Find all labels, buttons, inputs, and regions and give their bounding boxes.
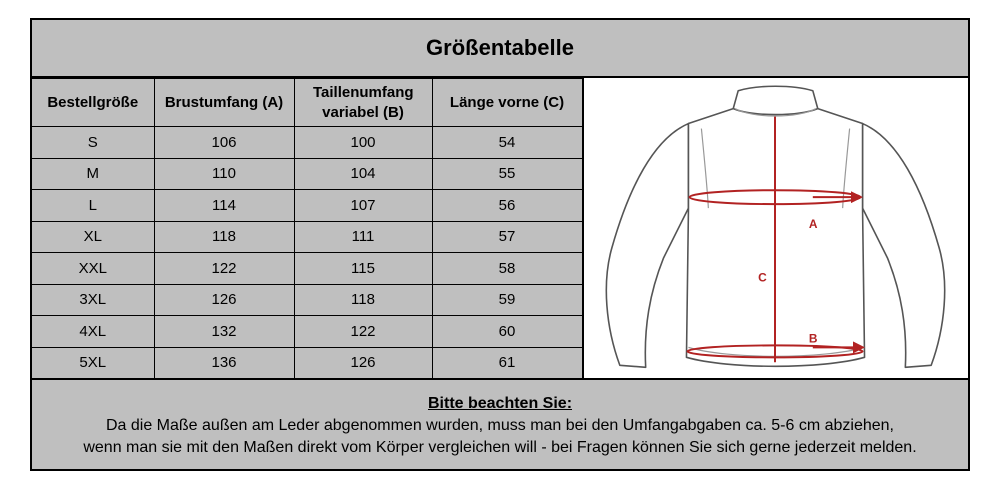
table-row (32, 221, 582, 253)
cell-length: 61 (432, 347, 582, 379)
cell-chest: 126 (154, 284, 294, 316)
cell-waist: 104 (294, 158, 432, 190)
cell-waist: 122 (294, 316, 432, 348)
cell-length: 54 (432, 127, 582, 159)
cell-chest: 114 (154, 190, 294, 222)
cell-size: L (32, 190, 154, 222)
cell-waist: 126 (294, 347, 432, 379)
cell-size: XXL (32, 253, 154, 285)
size-table (32, 78, 583, 379)
note-line-2: wenn man sie mit den Maßen direkt vom Körper vergleichen will - bei Fragen können Sie sich gerne jederzeit melden. (83, 438, 917, 456)
label-b: B (808, 331, 818, 346)
table-row (32, 190, 582, 222)
note-line-1: Da die Maße außen am Leder abgenommen wurden, muss man bei den Umfangabgaben ca. 5-6 cm abziehen, (105, 416, 894, 434)
table-row (32, 158, 582, 190)
table-row (32, 253, 582, 285)
cell-chest: 136 (154, 347, 294, 379)
table-header-row (32, 79, 582, 127)
table-row (32, 347, 582, 379)
cell-length: 56 (432, 190, 582, 222)
label-a: A (808, 217, 818, 231)
note-title: Bitte beachten Sie: (427, 394, 573, 412)
cell-chest: 132 (154, 316, 294, 348)
header-waist: Taillenumfang variabel (B) (294, 79, 432, 127)
cell-waist: 100 (294, 127, 432, 159)
cell-length: 58 (432, 253, 582, 285)
cell-size: 4XL (32, 316, 154, 348)
cell-chest: 106 (154, 127, 294, 159)
page-title: Größentabelle (32, 20, 968, 78)
header-order-size: Bestellgröße (32, 79, 154, 127)
jacket-diagram (582, 78, 968, 378)
cell-waist: 118 (294, 284, 432, 316)
cell-waist: 111 (294, 221, 432, 253)
note-section (32, 378, 968, 471)
table-row (32, 127, 582, 159)
table-row (32, 284, 582, 316)
cell-size: XL (32, 221, 154, 253)
cell-length: 55 (432, 158, 582, 190)
cell-length: 57 (432, 221, 582, 253)
cell-size: S (32, 127, 154, 159)
header-length: Länge vorne (C) (432, 79, 582, 127)
size-chart (30, 18, 970, 471)
cell-size: 5XL (32, 347, 154, 379)
jacket-illustration (584, 78, 968, 378)
cell-length: 59 (432, 284, 582, 316)
cell-length: 60 (432, 316, 582, 348)
cell-size: 3XL (32, 284, 154, 316)
cell-waist: 107 (294, 190, 432, 222)
cell-size: M (32, 158, 154, 190)
label-c: C (758, 270, 767, 285)
cell-chest: 122 (154, 253, 294, 285)
cell-chest: 118 (154, 221, 294, 253)
size-table-area (32, 78, 582, 378)
header-chest: Brustumfang (A) (154, 79, 294, 127)
cell-chest: 110 (154, 158, 294, 190)
cell-waist: 115 (294, 253, 432, 285)
table-row (32, 316, 582, 348)
